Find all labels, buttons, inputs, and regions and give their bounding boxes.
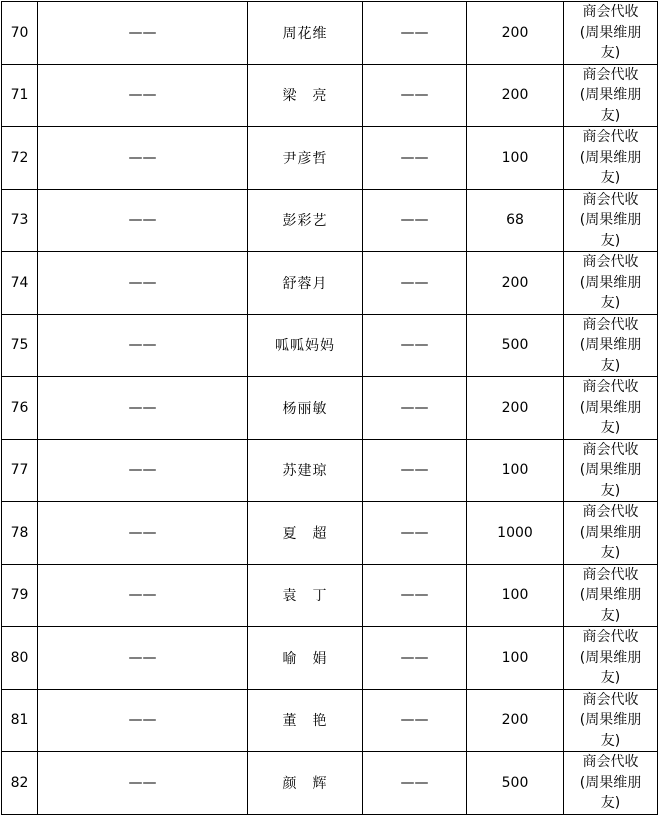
amount-cell: 200 — [467, 2, 564, 65]
note-line: 商会代收 — [582, 254, 639, 270]
amount-cell: 200 — [467, 377, 564, 440]
blank-dash-cell: —— — [363, 64, 467, 127]
note-line: 友) — [600, 795, 621, 811]
note-line: 友) — [600, 420, 621, 436]
blank-dash-cell: —— — [363, 627, 467, 690]
table-row — [2, 377, 658, 440]
amount-cell: 100 — [467, 627, 564, 690]
note-cell — [564, 189, 658, 252]
note-line: (周果维朋 — [579, 712, 642, 728]
note-line: 商会代收 — [582, 66, 639, 83]
note-line: 商会代收 — [582, 129, 639, 145]
note-line: (周果维朋 — [579, 649, 642, 666]
amount-cell: 500 — [467, 314, 564, 377]
blank-dash-cell: —— — [38, 439, 248, 502]
note-line: 商会代收 — [582, 4, 639, 20]
blank-dash-cell: —— — [363, 689, 467, 752]
table-body — [2, 2, 658, 815]
table-row — [2, 64, 658, 127]
table-row — [2, 752, 658, 815]
row-number-cell: 73 — [2, 189, 38, 252]
blank-dash-cell: —— — [38, 314, 248, 377]
donor-name-cell: 梁 亮 — [248, 64, 363, 127]
note-cell — [564, 64, 658, 127]
donor-name-cell: 舒蓉月 — [248, 252, 363, 315]
note-line: 商会代收 — [582, 754, 639, 770]
blank-dash-cell: —— — [38, 64, 248, 127]
amount-cell: 1000 — [467, 502, 564, 565]
note-cell — [564, 127, 658, 190]
note-line: (周果维朋 — [579, 87, 642, 103]
row-number-cell: 72 — [2, 127, 38, 190]
row-number-cell: 75 — [2, 314, 38, 377]
note-line: (周果维朋 — [579, 212, 642, 228]
note-line: (周果维朋 — [579, 337, 642, 353]
amount-cell: 500 — [467, 752, 564, 815]
table-row — [2, 439, 658, 502]
row-number-cell: 71 — [2, 64, 38, 127]
blank-dash-cell: —— — [38, 252, 248, 315]
blank-dash-cell: —— — [38, 2, 248, 65]
note-line: 友) — [600, 482, 621, 499]
blank-dash-cell: —— — [363, 2, 467, 65]
note-line: (周果维朋 — [579, 462, 642, 478]
blank-dash-cell: —— — [363, 439, 467, 502]
blank-dash-cell: —— — [38, 564, 248, 627]
table-row — [2, 252, 658, 315]
note-line: 友) — [600, 357, 621, 374]
donor-name-cell: 颜 辉 — [248, 752, 363, 815]
note-cell — [564, 439, 658, 502]
table-row — [2, 189, 658, 252]
note-line: 商会代收 — [582, 316, 639, 333]
note-line: 友) — [600, 232, 621, 249]
donor-name-cell: 苏建琼 — [248, 439, 363, 502]
donation-table — [1, 1, 658, 815]
note-cell — [564, 564, 658, 627]
donor-name-cell: 杨丽敏 — [248, 377, 363, 440]
note-line: 商会代收 — [582, 504, 639, 520]
donor-name-cell: 周花维 — [248, 2, 363, 65]
donor-name-cell: 袁 丁 — [248, 564, 363, 627]
amount-cell: 68 — [467, 189, 564, 252]
blank-dash-cell: —— — [38, 689, 248, 752]
note-line: 友) — [600, 607, 621, 624]
note-line: (周果维朋 — [579, 24, 642, 41]
note-line: 友) — [600, 45, 621, 61]
blank-dash-cell: —— — [38, 377, 248, 440]
note-line: 友) — [600, 107, 621, 124]
note-line: (周果维朋 — [579, 524, 642, 541]
table-row — [2, 564, 658, 627]
table-row — [2, 502, 658, 565]
row-number-cell: 82 — [2, 752, 38, 815]
amount-cell: 100 — [467, 564, 564, 627]
row-number-cell: 70 — [2, 2, 38, 65]
blank-dash-cell: —— — [363, 377, 467, 440]
blank-dash-cell: —— — [363, 314, 467, 377]
blank-dash-cell: —— — [363, 564, 467, 627]
blank-dash-cell: —— — [38, 752, 248, 815]
table-row — [2, 689, 658, 752]
note-line: 商会代收 — [582, 191, 639, 208]
blank-dash-cell: —— — [363, 252, 467, 315]
note-line: 商会代收 — [582, 379, 639, 395]
note-line: 友) — [600, 170, 621, 186]
amount-cell: 200 — [467, 252, 564, 315]
note-line: 友) — [600, 295, 621, 311]
note-line: 商会代收 — [582, 441, 639, 458]
blank-dash-cell: —— — [363, 752, 467, 815]
donor-name-cell: 喻 娟 — [248, 627, 363, 690]
donor-name-cell: 呱呱妈妈 — [248, 314, 363, 377]
note-cell — [564, 314, 658, 377]
blank-dash-cell: —— — [38, 127, 248, 190]
note-line: 商会代收 — [582, 691, 639, 708]
donor-name-cell: 彭彩艺 — [248, 189, 363, 252]
table-row — [2, 627, 658, 690]
amount-cell: 200 — [467, 64, 564, 127]
row-number-cell: 80 — [2, 627, 38, 690]
note-cell — [564, 252, 658, 315]
note-line: (周果维朋 — [579, 587, 642, 603]
table-row — [2, 314, 658, 377]
note-line: (周果维朋 — [579, 774, 642, 791]
note-cell — [564, 689, 658, 752]
blank-dash-cell: —— — [363, 189, 467, 252]
donor-name-cell: 董 艳 — [248, 689, 363, 752]
note-line: 商会代收 — [582, 566, 639, 583]
blank-dash-cell: —— — [38, 627, 248, 690]
note-line: 友) — [600, 732, 621, 749]
note-cell — [564, 502, 658, 565]
note-cell — [564, 627, 658, 690]
note-line: (周果维朋 — [579, 149, 642, 166]
amount-cell: 100 — [467, 439, 564, 502]
row-number-cell: 81 — [2, 689, 38, 752]
note-cell — [564, 752, 658, 815]
amount-cell: 100 — [467, 127, 564, 190]
row-number-cell: 78 — [2, 502, 38, 565]
note-line: (周果维朋 — [579, 274, 642, 291]
note-line: 商会代收 — [582, 629, 639, 645]
row-number-cell: 76 — [2, 377, 38, 440]
blank-dash-cell: —— — [363, 502, 467, 565]
note-line: (周果维朋 — [579, 399, 642, 416]
note-cell — [564, 377, 658, 440]
table-row — [2, 2, 658, 65]
note-line: 友) — [600, 670, 621, 686]
row-number-cell: 77 — [2, 439, 38, 502]
amount-cell: 200 — [467, 689, 564, 752]
donor-name-cell: 尹彦哲 — [248, 127, 363, 190]
row-number-cell: 79 — [2, 564, 38, 627]
blank-dash-cell: —— — [38, 502, 248, 565]
table-row — [2, 127, 658, 190]
note-cell — [564, 2, 658, 65]
blank-dash-cell: —— — [363, 127, 467, 190]
row-number-cell: 74 — [2, 252, 38, 315]
blank-dash-cell: —— — [38, 189, 248, 252]
note-line: 友) — [600, 545, 621, 561]
donor-name-cell: 夏 超 — [248, 502, 363, 565]
